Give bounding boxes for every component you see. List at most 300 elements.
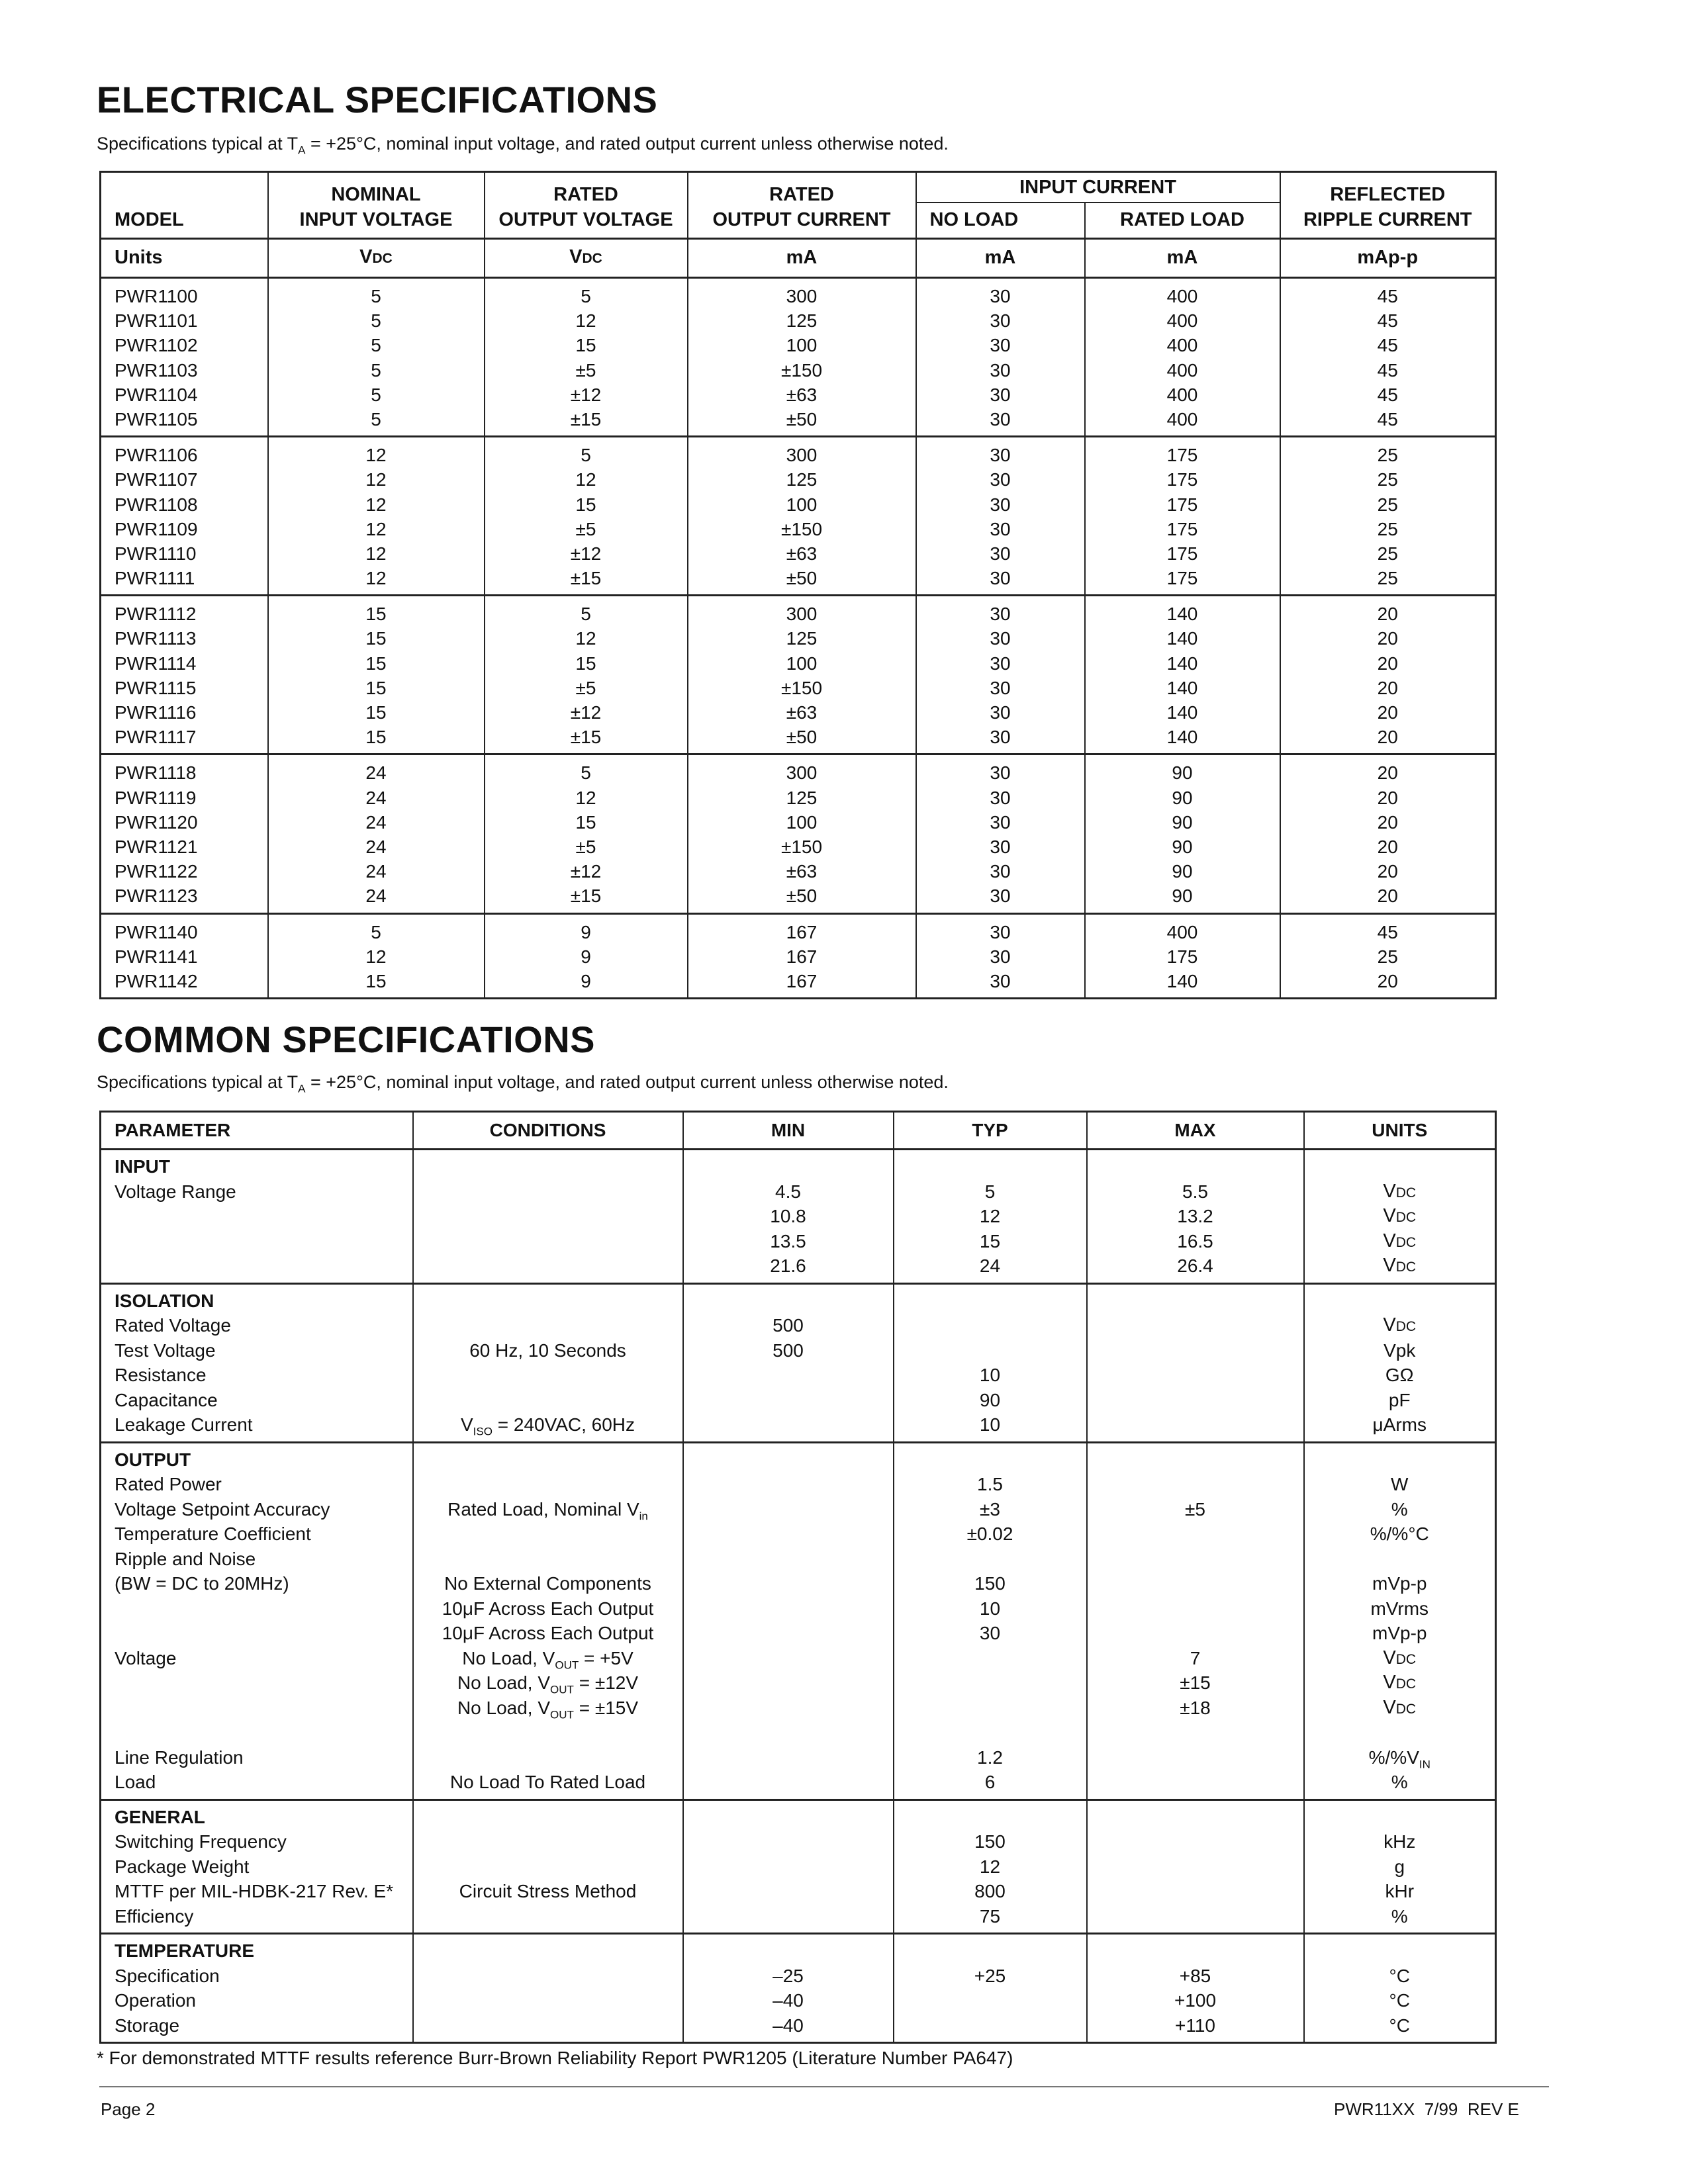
param-voltage-range: Voltage Range xyxy=(115,1181,236,1202)
cond-nl15: No Load, $V_{OUT} = \pm 15V$ xyxy=(457,1697,639,1721)
input-v-cell: 24 xyxy=(365,787,387,808)
input-v-cell: 12 xyxy=(365,469,387,490)
param-switching-frequency: Switching Frequency xyxy=(115,1831,287,1852)
footer-rule xyxy=(99,2086,1549,2087)
input-v-cell: 24 xyxy=(365,861,387,882)
th-reflected-ripple: REFLECTED RIPPLE CURRENT xyxy=(1280,172,1496,239)
model-cell: PWR1115 xyxy=(115,677,197,698)
temp-min-1: –25 xyxy=(773,1965,804,1986)
temp-max-3: +110 xyxy=(1175,2015,1215,2036)
output-c-cell: ±150 xyxy=(780,359,823,381)
rated-load-cell: 400 xyxy=(1166,921,1198,942)
th-rated-output-voltage: RATED OUTPUT VOLTAGE xyxy=(485,172,688,239)
rated-load-cell: 175 xyxy=(1166,518,1198,539)
electrical-group xyxy=(101,596,1496,754)
input-v-cell: 24 xyxy=(365,886,387,907)
th-input-current: INPUT CURRENT xyxy=(916,172,1280,203)
output-c-cell: 125 xyxy=(786,787,818,808)
ripple-cell: 45 xyxy=(1377,310,1398,332)
col-ripple xyxy=(1280,913,1496,999)
no-load-cell: 30 xyxy=(990,408,1011,430)
rated-load-cell: 140 xyxy=(1166,970,1198,991)
rated-load-cell: 400 xyxy=(1166,335,1198,356)
ripple-cell: 25 xyxy=(1377,518,1398,539)
ripple-cell: 20 xyxy=(1377,677,1398,698)
gen-typ-4: 75 xyxy=(979,1905,1001,1927)
out-typ-line: 1.2 xyxy=(977,1747,1003,1768)
ripple-cell: 20 xyxy=(1377,886,1398,907)
param-load: Load xyxy=(115,1772,156,1792)
electrical-group xyxy=(101,754,1496,913)
electrical-note: Specifications typical at $T_A = +25^\circ C$, nominal input voltage, and rated output current unless otherwise noted. xyxy=(97,134,949,157)
no-load-cell: 30 xyxy=(990,445,1011,466)
input-max-1: 5.5 xyxy=(1182,1181,1208,1202)
no-load-cell: 30 xyxy=(990,469,1011,490)
col-model xyxy=(101,437,268,596)
no-load-cell: 30 xyxy=(990,811,1011,833)
section-temperature xyxy=(101,1934,1496,2043)
model-cell: PWR1101 xyxy=(115,310,198,332)
input-max-3: 16.5 xyxy=(1177,1230,1213,1251)
col-no-load xyxy=(916,596,1085,754)
output-c-cell: 100 xyxy=(786,653,818,674)
gen-typ-3: 800 xyxy=(974,1881,1006,1901)
output-c-cell: 300 xyxy=(786,762,818,784)
param-efficiency: Efficiency xyxy=(115,1905,194,1927)
no-load-cell: 30 xyxy=(990,494,1011,515)
rated-load-cell: 175 xyxy=(1166,543,1198,564)
col-input-v xyxy=(268,437,485,596)
input-typ-1: 5 xyxy=(984,1181,996,1202)
model-cell: PWR1106 xyxy=(115,445,198,466)
out-unit-10a: mVrms xyxy=(1370,1598,1429,1619)
cond-mttf: Circuit Stress Method xyxy=(459,1881,637,1901)
col-rated-load xyxy=(1085,596,1280,754)
output-v-cell: 5 xyxy=(581,604,591,625)
output-c-cell: 100 xyxy=(786,335,818,356)
rated-load-cell: 90 xyxy=(1172,811,1193,833)
model-cell: PWR1123 xyxy=(115,886,198,907)
param-test-voltage: Test Voltage xyxy=(115,1340,216,1361)
col-input-v xyxy=(268,754,485,913)
th-rated-output-current: RATED OUTPUT CURRENT xyxy=(688,172,916,239)
rated-load-cell: 400 xyxy=(1166,408,1198,430)
unit-rated-c: mA xyxy=(688,239,916,278)
ripple-cell: 20 xyxy=(1377,628,1398,649)
rated-load-cell: 400 xyxy=(1166,384,1198,405)
th-conditions: CONDITIONS xyxy=(413,1112,683,1150)
input-v-cell: 12 xyxy=(365,568,387,589)
rated-load-cell: 140 xyxy=(1166,653,1198,674)
model-cell: PWR1105 xyxy=(115,408,198,430)
model-cell: PWR1114 xyxy=(115,653,197,674)
output-v-cell: ±15 xyxy=(570,727,602,748)
units-row xyxy=(101,239,1496,278)
col-output-c xyxy=(688,913,916,999)
iso-typ-leak: 10 xyxy=(979,1414,1001,1435)
cond-setpoint: Rated Load, Nominal $V_{in}$ xyxy=(447,1498,648,1523)
iso-min-test: 500 xyxy=(773,1340,804,1361)
col-input-v xyxy=(268,913,485,999)
input-v-cell: 15 xyxy=(365,653,387,674)
output-c-cell: 100 xyxy=(786,494,818,515)
model-cell: PWR1112 xyxy=(115,604,197,625)
footnote: * For demonstrated MTTF results reference Burr-Brown Reliability Report PWR1205 (Literature Number PA647) xyxy=(97,2048,1013,2068)
col-output-v xyxy=(485,754,688,913)
col-no-load xyxy=(916,278,1085,437)
rated-load-cell: 175 xyxy=(1166,469,1198,490)
no-load-cell: 30 xyxy=(990,543,1011,564)
th-min: MIN xyxy=(683,1112,894,1150)
cond-test-voltage: 60 Hz, 10 Seconds xyxy=(469,1340,626,1361)
temp-min-3: –40 xyxy=(773,2015,804,2036)
output-v-cell: ±5 xyxy=(575,518,596,539)
out-max-nl15: ±18 xyxy=(1180,1697,1211,1718)
out-typ-power: 1.5 xyxy=(977,1474,1003,1494)
param-leakage-current: Leakage Current xyxy=(115,1414,253,1435)
col-rated-load xyxy=(1085,437,1280,596)
output-c-cell: 300 xyxy=(786,604,818,625)
input-v-cell: 12 xyxy=(365,946,387,967)
th-parameter: PARAMETER xyxy=(101,1112,413,1150)
input-v-cell: 15 xyxy=(365,677,387,698)
output-v-cell: 12 xyxy=(575,628,596,649)
output-v-cell: 12 xyxy=(575,469,596,490)
gen-unit-1: kHz xyxy=(1383,1831,1416,1852)
output-c-cell: ±150 xyxy=(780,836,823,857)
input-typ-2: 12 xyxy=(979,1206,1001,1226)
model-cell: PWR1103 xyxy=(115,359,198,381)
col-ripple xyxy=(1280,596,1496,754)
output-v-cell: 15 xyxy=(575,494,596,515)
out-max-nl12: ±15 xyxy=(1180,1672,1211,1693)
output-v-cell: 12 xyxy=(575,787,596,808)
model-cell: PWR1142 xyxy=(115,970,198,991)
model-cell: PWR1113 xyxy=(115,628,197,649)
output-c-cell: ±50 xyxy=(786,727,818,748)
model-cell: PWR1107 xyxy=(115,469,198,490)
col-input-v xyxy=(268,596,485,754)
out-typ-10a: 10 xyxy=(979,1598,1001,1619)
ripple-cell: 25 xyxy=(1377,543,1398,564)
model-cell: PWR1117 xyxy=(115,727,197,748)
input-v-cell: 15 xyxy=(365,604,387,625)
temperature-title: TEMPERATURE xyxy=(115,1940,255,1961)
out-unit-10b: mVp-p xyxy=(1372,1623,1427,1643)
output-v-cell: 15 xyxy=(575,811,596,833)
general-title: GENERAL xyxy=(115,1806,205,1827)
no-load-cell: 30 xyxy=(990,518,1011,539)
input-v-cell: 24 xyxy=(365,762,387,784)
temp-max-1: +85 xyxy=(1179,1965,1211,1986)
input-title: INPUT xyxy=(115,1156,170,1177)
out-unit-line: $\%/\%V_{IN}$ xyxy=(1368,1747,1430,1771)
temp-max-2: +100 xyxy=(1174,1990,1217,2011)
param-resistance: Resistance xyxy=(115,1365,207,1385)
ripple-cell: 20 xyxy=(1377,787,1398,808)
out-unit-nl5: VDC xyxy=(1383,1647,1417,1668)
rated-load-cell: 400 xyxy=(1166,286,1198,306)
no-load-cell: 30 xyxy=(990,604,1011,625)
footer-page: Page 2 xyxy=(101,2099,156,2119)
input-unit-1: VDC xyxy=(1383,1180,1417,1202)
no-load-cell: 30 xyxy=(990,702,1011,723)
model-cell: PWR1140 xyxy=(115,921,198,942)
col-model xyxy=(101,278,268,437)
model-cell: PWR1119 xyxy=(115,787,197,808)
col-output-c xyxy=(688,437,916,596)
output-c-cell: ±63 xyxy=(786,543,818,564)
model-cell: PWR1104 xyxy=(115,384,198,405)
output-v-cell: ±12 xyxy=(570,384,602,405)
out-unit-nl15: VDC xyxy=(1383,1696,1417,1718)
param-mttf: MTTF per MIL-HDBK-217 Rev. E* xyxy=(115,1881,394,1901)
electrical-title: ELECTRICAL SPECIFICATIONS xyxy=(97,79,658,120)
output-v-cell: 5 xyxy=(581,445,591,466)
output-c-cell: 167 xyxy=(786,970,818,991)
input-v-cell: 15 xyxy=(365,727,387,748)
col-no-load xyxy=(916,437,1085,596)
th-rated-load: RATED LOAD xyxy=(1085,203,1280,239)
cond-no-ext: No External Components xyxy=(444,1573,651,1594)
ripple-cell: 20 xyxy=(1377,970,1398,991)
output-c-cell: ±150 xyxy=(780,677,823,698)
rated-load-cell: 90 xyxy=(1172,787,1193,808)
gen-typ-1: 150 xyxy=(974,1831,1006,1852)
model-cell: PWR1118 xyxy=(115,762,197,784)
out-unit-load: % xyxy=(1391,1772,1408,1792)
output-v-cell: 5 xyxy=(581,286,591,306)
param-tempco: Temperature Coefficient xyxy=(115,1524,311,1544)
no-load-cell: 30 xyxy=(990,921,1011,942)
electrical-group xyxy=(101,278,1496,437)
section-output xyxy=(101,1442,1496,1799)
input-max-2: 13.2 xyxy=(1177,1206,1213,1226)
ripple-cell: 20 xyxy=(1377,811,1398,833)
input-v-cell: 15 xyxy=(365,970,387,991)
output-c-cell: 125 xyxy=(786,628,818,649)
output-v-cell: ±15 xyxy=(570,568,602,589)
col-input-v xyxy=(268,278,485,437)
output-v-cell: ±12 xyxy=(570,543,602,564)
output-c-cell: ±63 xyxy=(786,702,818,723)
col-ripple xyxy=(1280,754,1496,913)
no-load-cell: 30 xyxy=(990,677,1011,698)
out-typ-load: 6 xyxy=(984,1772,996,1792)
out-typ-tempco: ±0.02 xyxy=(966,1524,1013,1544)
ripple-cell: 20 xyxy=(1377,727,1398,748)
param-voltage: Voltage xyxy=(115,1647,177,1668)
out-typ-10b: 30 xyxy=(979,1623,1001,1643)
input-v-cell: 5 xyxy=(371,384,381,405)
unit-ripple: mAp-p xyxy=(1280,239,1496,278)
output-c-cell: ±50 xyxy=(786,408,818,430)
iso-unit-test: Vpk xyxy=(1383,1340,1416,1361)
th-max: MAX xyxy=(1087,1112,1304,1150)
col-rated-load xyxy=(1085,754,1280,913)
section-general xyxy=(101,1799,1496,1934)
param-bw: (BW = DC to 20MHz) xyxy=(115,1573,289,1594)
unit-no-load: mA xyxy=(916,239,1085,278)
cond-10uf-a: 10μF Across Each Output xyxy=(442,1598,654,1619)
gen-unit-2: g xyxy=(1394,1856,1405,1877)
common-note: Specifications typical at $T_A = +25^\circ C$, nominal input voltage, and rated output current unless otherwise noted. xyxy=(97,1072,949,1095)
input-v-cell: 5 xyxy=(371,310,381,332)
model-cell: PWR1109 xyxy=(115,518,198,539)
output-v-cell: 15 xyxy=(575,335,596,356)
no-load-cell: 30 xyxy=(990,628,1011,649)
output-v-cell: 9 xyxy=(581,946,591,967)
output-c-cell: 167 xyxy=(786,921,818,942)
iso-unit-cap: pF xyxy=(1388,1389,1411,1410)
out-unit-power: W xyxy=(1391,1474,1409,1494)
temp-min-2: –40 xyxy=(773,1990,804,2011)
no-load-cell: 30 xyxy=(990,653,1011,674)
ripple-cell: 25 xyxy=(1377,568,1398,589)
col-model xyxy=(101,754,268,913)
iso-unit-res: GΩ xyxy=(1385,1365,1414,1385)
temp-typ-spec: +25 xyxy=(974,1965,1006,1986)
output-v-cell: 9 xyxy=(581,921,591,942)
col-output-v xyxy=(485,437,688,596)
no-load-cell: 30 xyxy=(990,335,1011,356)
no-load-cell: 30 xyxy=(990,384,1011,405)
output-c-cell: 300 xyxy=(786,445,818,466)
temp-unit-3: °C xyxy=(1389,2015,1410,2036)
unit-rated-load: mA xyxy=(1085,239,1280,278)
output-c-cell: 125 xyxy=(786,310,818,332)
out-unit-noext: mVp-p xyxy=(1372,1573,1427,1594)
rated-load-cell: 90 xyxy=(1172,836,1193,857)
input-v-cell: 15 xyxy=(365,628,387,649)
col-model xyxy=(101,913,268,999)
model-cell: PWR1100 xyxy=(115,286,198,306)
rated-load-cell: 175 xyxy=(1166,946,1198,967)
gen-unit-4: % xyxy=(1391,1905,1408,1927)
rated-load-cell: 175 xyxy=(1166,494,1198,515)
units-label: Units xyxy=(101,239,268,278)
cond-load: No Load To Rated Load xyxy=(449,1772,646,1792)
iso-min-rated: 500 xyxy=(773,1315,804,1336)
gen-unit-3: kHr xyxy=(1385,1881,1415,1901)
ripple-cell: 20 xyxy=(1377,702,1398,723)
rated-load-cell: 90 xyxy=(1172,762,1193,784)
model-cell: PWR1111 xyxy=(115,568,195,589)
output-c-cell: 300 xyxy=(786,286,818,306)
param-capacitance: Capacitance xyxy=(115,1389,218,1410)
ripple-cell: 45 xyxy=(1377,335,1398,356)
model-cell: PWR1121 xyxy=(115,836,198,857)
ripple-cell: 25 xyxy=(1377,946,1398,967)
rated-load-cell: 400 xyxy=(1166,359,1198,381)
cond-leakage: $V_{ISO} = 240VAC$, 60Hz xyxy=(460,1414,635,1438)
output-v-cell: ±5 xyxy=(575,677,596,698)
col-output-v xyxy=(485,596,688,754)
th-typ: TYP xyxy=(894,1112,1087,1150)
col-ripple xyxy=(1280,437,1496,596)
output-v-cell: ±15 xyxy=(570,886,602,907)
input-typ-3: 15 xyxy=(979,1230,1001,1251)
rated-load-cell: 140 xyxy=(1166,702,1198,723)
no-load-cell: 30 xyxy=(990,286,1011,306)
section-isolation xyxy=(101,1283,1496,1442)
no-load-cell: 30 xyxy=(990,886,1011,907)
param-line-regulation: Line Regulation xyxy=(115,1747,244,1768)
no-load-cell: 30 xyxy=(990,970,1011,991)
unit-rated-v: VDC xyxy=(485,239,688,278)
model-cell: PWR1108 xyxy=(115,494,198,515)
input-unit-2: VDC xyxy=(1383,1205,1417,1226)
no-load-cell: 30 xyxy=(990,836,1011,857)
th-no-load: NO LOAD xyxy=(916,203,1085,239)
input-unit-4: VDC xyxy=(1383,1255,1417,1276)
ripple-cell: 25 xyxy=(1377,494,1398,515)
input-v-cell: 5 xyxy=(371,921,381,942)
param-setpoint: Voltage Setpoint Accuracy xyxy=(115,1498,330,1520)
col-ripple xyxy=(1280,278,1496,437)
col-output-v xyxy=(485,913,688,999)
col-output-c xyxy=(688,754,916,913)
ripple-cell: 45 xyxy=(1377,384,1398,405)
out-unit-nl12: VDC xyxy=(1383,1672,1417,1693)
input-v-cell: 12 xyxy=(365,543,387,564)
output-v-cell: 9 xyxy=(581,970,591,991)
input-min-3: 13.5 xyxy=(770,1230,806,1251)
rated-load-cell: 140 xyxy=(1166,628,1198,649)
no-load-cell: 30 xyxy=(990,946,1011,967)
no-load-cell: 30 xyxy=(990,568,1011,589)
ripple-cell: 45 xyxy=(1377,359,1398,381)
rated-load-cell: 140 xyxy=(1166,604,1198,625)
output-c-cell: 100 xyxy=(786,811,818,833)
out-typ-noext: 150 xyxy=(974,1573,1006,1594)
output-c-cell: 125 xyxy=(786,469,818,490)
iso-typ-cap: 90 xyxy=(979,1389,1001,1410)
model-cell: PWR1116 xyxy=(115,702,197,723)
cond-nl5: No Load, $V_{OUT} = +5V$ xyxy=(462,1647,633,1672)
ripple-cell: 20 xyxy=(1377,836,1398,857)
param-specification: Specification xyxy=(115,1965,220,1986)
output-v-cell: ±5 xyxy=(575,836,596,857)
output-c-cell: ±150 xyxy=(780,518,823,539)
model-cell: PWR1120 xyxy=(115,811,198,833)
col-output-v xyxy=(485,278,688,437)
no-load-cell: 30 xyxy=(990,787,1011,808)
iso-unit-rated: VDC xyxy=(1383,1314,1417,1336)
output-c-cell: ±63 xyxy=(786,861,818,882)
cond-nl12: No Load, $V_{OUT} = \pm 12V$ xyxy=(457,1672,639,1696)
gen-typ-2: 12 xyxy=(979,1856,1001,1877)
iso-unit-leak: μArms xyxy=(1372,1414,1427,1435)
input-min-4: 21.6 xyxy=(770,1255,806,1276)
ripple-cell: 25 xyxy=(1377,445,1398,466)
th-units: UNITS xyxy=(1304,1112,1496,1150)
ripple-cell: 20 xyxy=(1377,653,1398,674)
input-min-2: 10.8 xyxy=(770,1206,806,1226)
out-max-nl5: 7 xyxy=(1190,1647,1201,1668)
ripple-cell: 20 xyxy=(1377,861,1398,882)
th-model: MODEL xyxy=(115,209,184,230)
output-v-cell: 15 xyxy=(575,653,596,674)
out-typ-setpoint: ±3 xyxy=(980,1498,1000,1520)
ripple-cell: 25 xyxy=(1377,469,1398,490)
input-v-cell: 5 xyxy=(371,408,381,430)
input-v-cell: 15 xyxy=(365,702,387,723)
no-load-cell: 30 xyxy=(990,762,1011,784)
output-v-cell: ±12 xyxy=(570,861,602,882)
out-unit-setpoint: % xyxy=(1391,1498,1408,1520)
no-load-cell: 30 xyxy=(990,727,1011,748)
